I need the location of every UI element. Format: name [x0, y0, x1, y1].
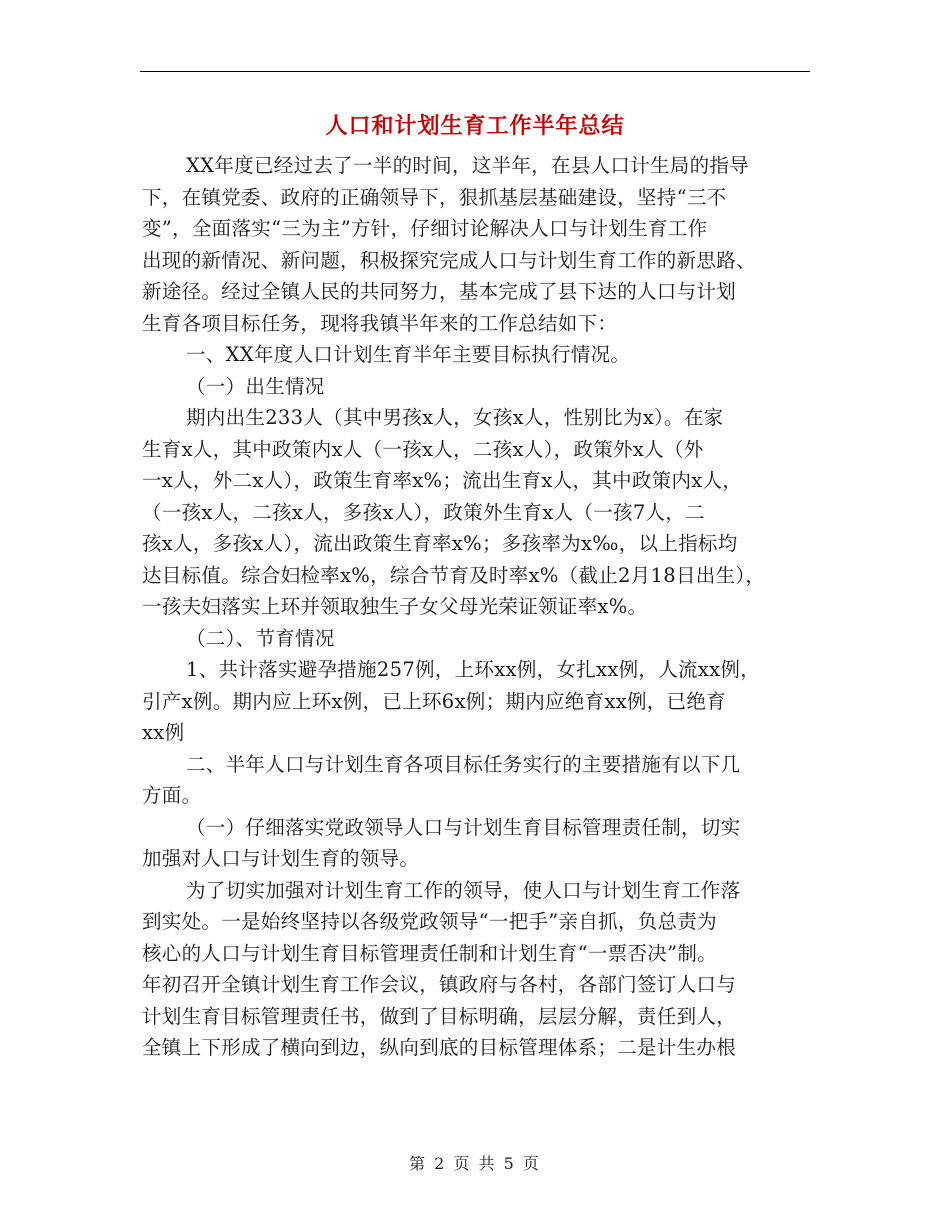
text-line: 孩x人，多孩x人），流出政策生育率x%；多孩率为x‰，以上指标均 — [142, 532, 738, 555]
page-footer: 第 2 页 共 5 页 — [409, 1154, 541, 1173]
text-line: 方面。 — [142, 784, 202, 807]
text-line: 引产x例。期内应上环x例，已上环6x例；期内应绝育xx例，已绝育 — [142, 689, 726, 713]
text-line: 新途径。经过全镇人民的共同努力，基本完成了县下达的人口与计划 — [142, 280, 737, 303]
text-line: （二）、节育情况 — [186, 626, 335, 650]
text-line: 达目标值。综合妇检率x%，综合节育及时率x%（截止2月18日出生）， — [142, 563, 766, 587]
text-line: 一孩夫妇落实上环并领取独生子女父母光荣证领证率x%。 — [142, 595, 648, 618]
text-line: 期内出生233人（其中男孩x人，女孩x人，性别比为x）。在家 — [186, 406, 724, 429]
text-line: 生育各项目标任务，现将我镇半年来的工作总结如下： — [142, 311, 618, 335]
text-line: 到实处。一是始终坚持以各级党政领导“一把手”亲自抓，负总责为 — [142, 910, 717, 933]
text-line: 生育x人，其中政策内x人（一孩x人，二孩x人），政策外x人（外 — [142, 437, 704, 461]
header-rule — [140, 71, 810, 72]
text-line: 计划生育目标管理责任书，做到了目标明确，层层分解，责任到人， — [142, 1004, 737, 1028]
text-line: 年初召开全镇计划生育工作会议，镇政府与各村，各部门签订人口与 — [142, 973, 737, 996]
text-line: （一）出生情况 — [186, 374, 325, 398]
text-line: 变”，全面落实“三为主”方针，仔细讨论解决人口与计划生育工作 — [142, 217, 708, 240]
text-line: 核心的人口与计划生育目标管理责任制和计划生育“一票否决”制。 — [142, 941, 717, 965]
text-line: 二、半年人口与计划生育各项目标任务实行的主要措施有以下几 — [186, 752, 741, 776]
document-body — [142, 150, 812, 1064]
text-line: 出现的新情况、新问题，积极探究完成人口与计划生育工作的新思路、 — [142, 248, 756, 272]
text-line: 1、共计落实避孕措施257例，上环xx例，女扎xx例，人流xx例， — [186, 658, 761, 681]
document-title: 人口和计划生育工作半年总结 — [325, 113, 625, 139]
text-line: （一）仔细落实党政领导人口与计划生育目标管理责任制，切实 — [186, 815, 741, 839]
text-line: 一、XX年度人口计划生育半年主要目标执行情况。 — [186, 343, 631, 366]
text-line: （一孩x人，二孩x人，多孩x人），政策外生育x人（一孩7人，二 — [142, 500, 705, 524]
text-line: XX年度已经过去了一半的时间，这半年，在县人口计生局的指导 — [186, 154, 749, 177]
text-line: 一x人，外二x人），政策生育率x%；流出生育x人，其中政策内x人， — [142, 469, 743, 492]
text-line: 为了切实加强对计划生育工作的领导，使人口与计划生育工作落 — [186, 878, 741, 902]
text-line: 下，在镇党委、政府的正确领导下，狠抓基层基础建设，坚持“三不 — [142, 185, 727, 209]
text-line: 全镇上下形成了横向到边，纵向到底的目标管理体系；二是计生办根 — [142, 1036, 737, 1059]
text-line: xx例 — [142, 721, 185, 744]
text-line: 加强对人口与计划生育的领导。 — [142, 847, 420, 870]
